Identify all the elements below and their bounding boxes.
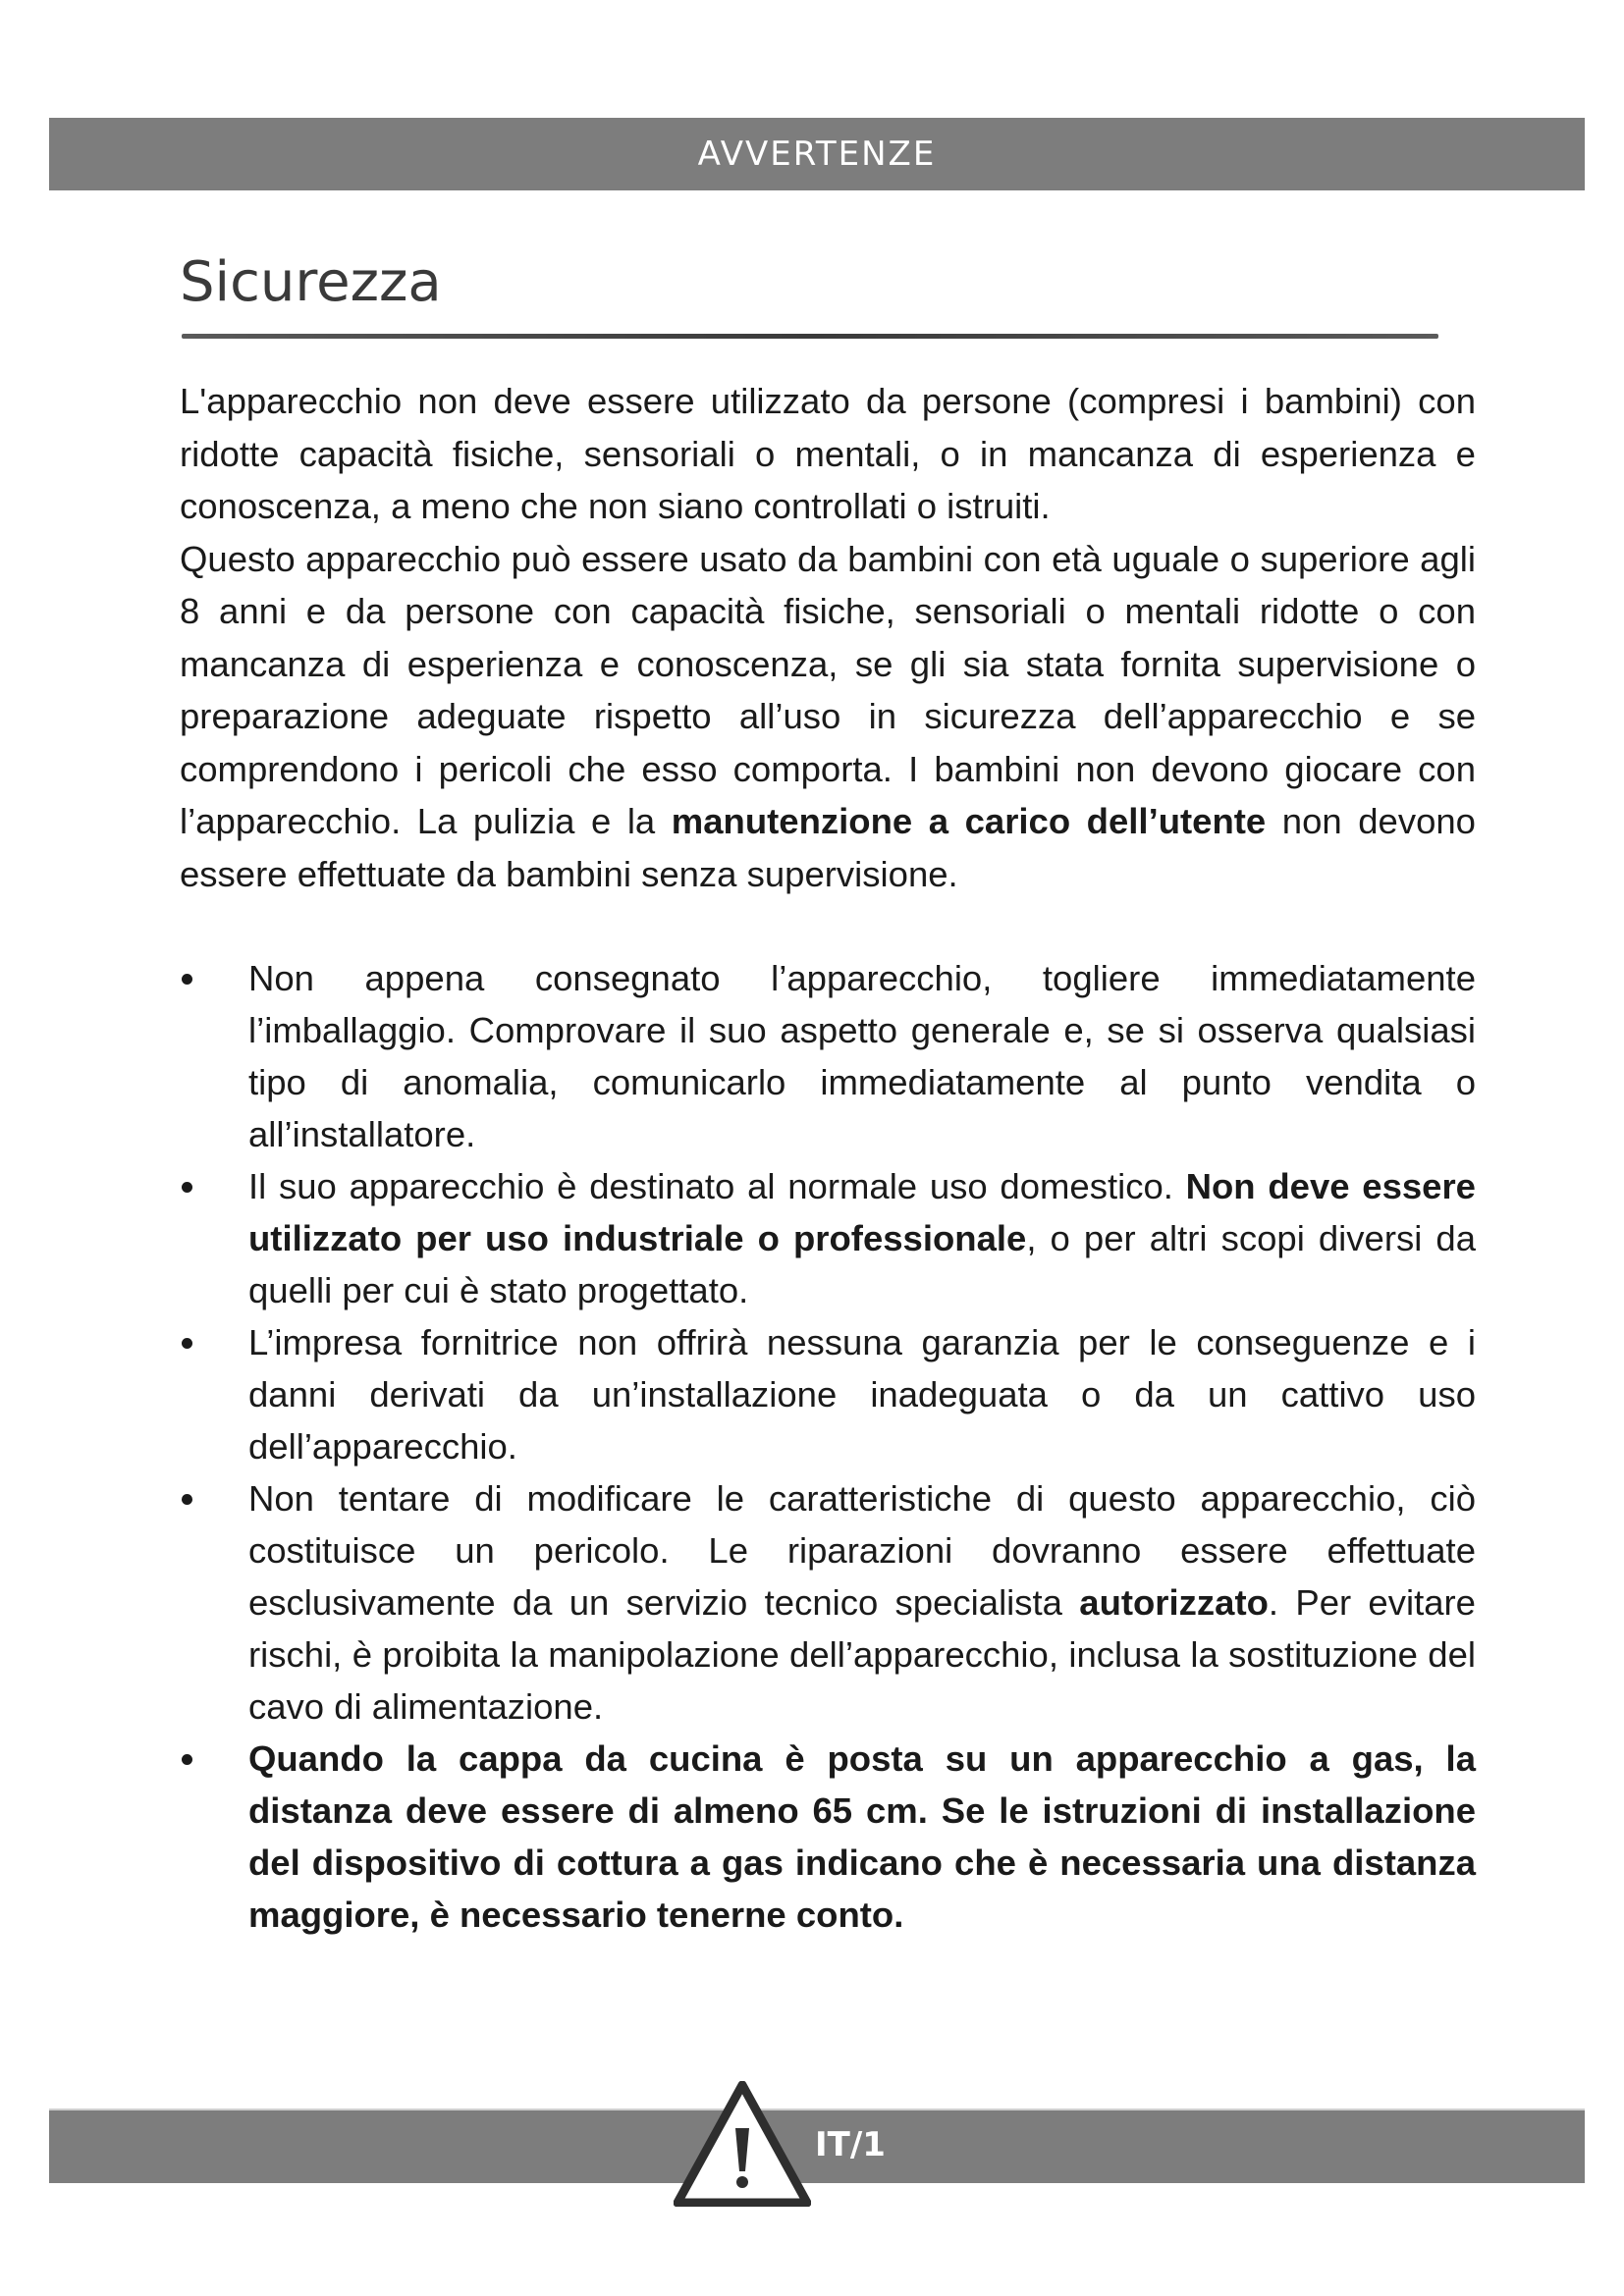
header-title: AVVERTENZE (697, 134, 937, 174)
intro-text-3: non devono essere effettuate da bambini senza supervisione. (180, 801, 1476, 894)
warning-triangle-icon (674, 2081, 811, 2207)
bullet-dot-icon (182, 1338, 192, 1349)
bullet-text: Quando la cappa da cucina è posta su un apparecchio a gas, la distanza deve essere di almeno 65 cm. Se le istruzioni di installazione del dispositivo di cottura a gas indicano che è necessaria una distanza maggiore, è necessario tenerne conto. (248, 1738, 1476, 1935)
bullet-bold-text: autorizzato (1079, 1582, 1269, 1623)
bullet-dot-icon (182, 1182, 192, 1193)
warnings-list (180, 952, 1476, 1941)
list-item (180, 1160, 1476, 1316)
bullet-text: L’impresa fornitrice non offrirà nessuna garanzia per le conseguenze e i danni derivati da un’installazione inadeguata o da un cattivo uso dell’apparecchio. (248, 1322, 1476, 1467)
bullet-text: Non tentare di modificare le caratteristiche di questo apparecchio, ciò costituisce un pericolo. Le riparazioni dovranno essere effettuate esclusivamente da un servizio tecnico specialista (248, 1478, 1476, 1623)
bullet-text: , o per altri scopi diversi da quelli per cui è stato progettato. (248, 1218, 1477, 1310)
bullet-text: . Per evitare rischi, è proibita la manipolazione dell’apparecchio, inclusa la sostituzione del cavo di alimentazione. (248, 1582, 1476, 1727)
page-number: IT/1 (815, 2125, 886, 2164)
bullet-text: Non appena consegnato l’apparecchio, togliere immediatamente l’imballaggio. Comprovare il suo aspetto generale e, se si osserva qualsiasi tipo di anomalia, comunicarlo immediatamente al punto vendita o all’installatore. (248, 958, 1476, 1154)
list-item (180, 952, 1476, 1160)
intro-text-2: Questo apparecchio può essere usato da bambini con età uguale o superiore agli 8 anni e da persone con capacità fisiche, sensoriali o mentali ridotte o con mancanza di esperienza e conoscenza, se gli sia stata fornita supervisione o preparazione adeguate rispetto all’uso in sicurezza dell’apparecchio e se comprendono i pericoli che esso comporta. I bambini non devono giocare con l’apparecchio. La pulizia e la (180, 538, 1476, 841)
list-item (180, 1472, 1476, 1733)
bullet-text: Il suo apparecchio è destinato al normale uso domestico. (248, 1166, 1186, 1206)
list-item (180, 1733, 1476, 1941)
bullet-dot-icon (182, 974, 192, 985)
bullet-bold-text: Non deve essere utilizzato per uso industriale o professionale (248, 1166, 1476, 1258)
section-title: Sicurezza (180, 250, 442, 314)
intro-text-1: L'apparecchio non deve essere utilizzato da persone (compresi i bambini) con ridotte capacità fisiche, sensoriali o mentali, o in mancanza di esperienza e conoscenza, a meno che non siano controllati o istruiti. (180, 381, 1476, 526)
header-bar (49, 118, 1585, 190)
list-item (180, 1316, 1476, 1472)
intro-bold-text: manutenzione a carico dell’utente (671, 801, 1267, 841)
intro-paragraph (180, 375, 1476, 900)
bullet-dot-icon (182, 1494, 192, 1505)
title-underline (182, 334, 1438, 339)
bullet-dot-icon (182, 1754, 192, 1765)
